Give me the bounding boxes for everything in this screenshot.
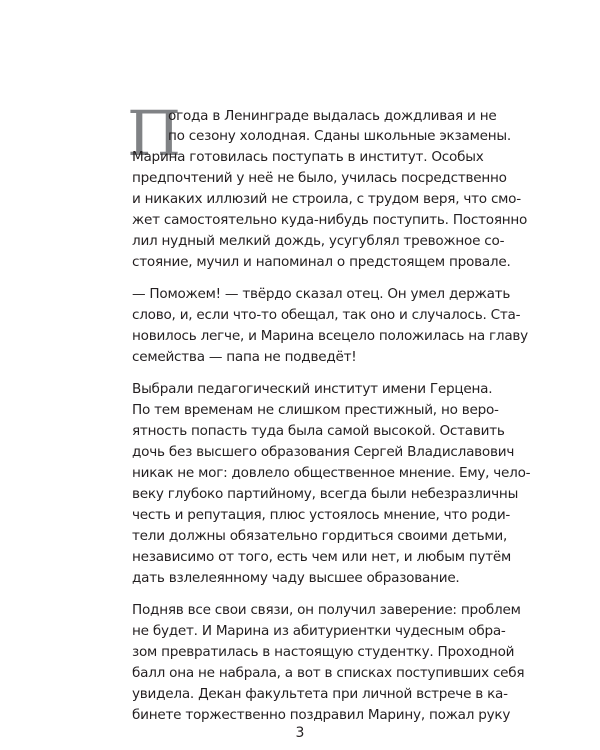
text-line: честь и репутация, плюс устоялось мнение, что роди-: [132, 507, 511, 523]
text-line: веку глубоко партийному, всегда были небезразличны: [132, 486, 519, 502]
text-line: огода в Ленинграде выдалась дождливая и не: [168, 108, 497, 124]
text-line: семейства — папа не подведёт!: [132, 349, 357, 365]
text-line: увидела. Декан факультета при личной встрече в ка-: [132, 686, 508, 702]
text-line: по сезону холодная. Сданы школьные экзамены.: [168, 128, 511, 144]
text-line: слово, и, если что-то обещал, так оно и случалось. Ста-: [132, 307, 521, 323]
text-line: независимо от того, есть чем или нет, и любым путём: [132, 549, 511, 565]
text-line: дочь без высшего образования Сергей Владиславович: [132, 444, 515, 460]
text-line: зом превратилась в настоящую студентку. Проходной: [132, 644, 515, 660]
text-line: предпочтений у неё не было, училась посредственно: [132, 170, 507, 186]
text-line: бинете торжественно поздравил Марину, пожал руку: [132, 707, 511, 723]
text-line: не будет. И Марина из абитуриентки чудесным обра-: [132, 623, 506, 639]
text-line: тели должны обязательно гордиться своими детьми,: [132, 528, 508, 544]
text-line: дать взлелеянному чаду высшее образование.: [132, 570, 460, 586]
text-line: По тем временам не слишком престижный, но веро-: [132, 402, 499, 418]
drop-cap: П: [127, 97, 182, 170]
text-line: никак не мог: довлело общественное мнение. Ему, чело-: [132, 465, 531, 481]
text-line: Выбрали педагогический институт имени Герцена.: [132, 381, 493, 397]
text-line: — Поможем! — твёрдо сказал отец. Он умел держать: [132, 286, 511, 302]
text-line: ятность попасть туда была самой высокой. Оставить: [132, 423, 505, 439]
text-line: новилось легче, и Марина всецело положилась на главу: [132, 328, 528, 344]
text-line: стояние, мучил и напоминал о предстоящем провале.: [132, 254, 511, 270]
page-number: 3: [295, 725, 305, 741]
text-line: Марина готовилась поступать в институт. Особых: [132, 149, 484, 165]
text-line: и никаких иллюзий не строила, с трудом веря, что смо-: [132, 191, 521, 207]
text-line: Подняв все свои связи, он получил заверение: проблем: [132, 602, 521, 618]
text-line: балл она не набрала, а вот в списках поступивших себя: [132, 665, 525, 681]
text-line: жет самостоятельно куда-нибудь поступить. Постоянно: [132, 212, 528, 228]
text-line: лил нудный мелкий дождь, усугублял тревожное со-: [132, 233, 505, 249]
